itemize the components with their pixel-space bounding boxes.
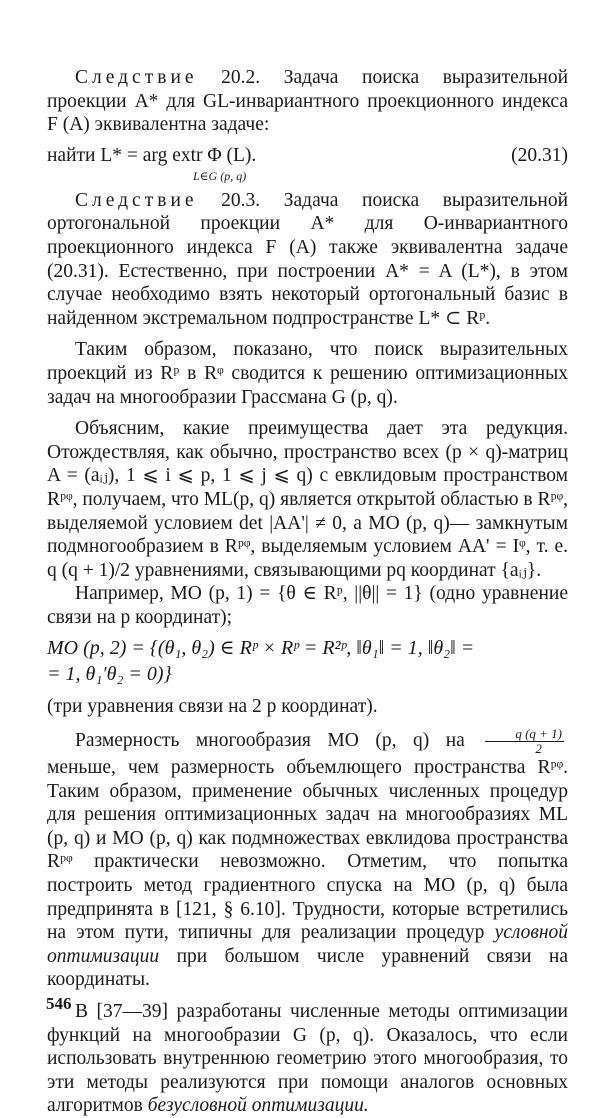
corollary-text: 20.2. Задача поиска выразительной проекции A* для GL-инвариантного проекционного индекса F (A) эквивалентна задаче: xyxy=(47,67,568,136)
paragraph-constraints: (три уравнения связи на 2 p координат). xyxy=(47,696,378,718)
paragraph-reduction: Объясним, какие преимущества дает эта редукция. Отождествляя, как обычно, пространство всех (p × q)-матриц A = (aᵢⱼ), 1 ⩽ i ⩽ p, 1 ⩽ j ⩽ q) с евклидовым пространством Rᵖᵠ, получаем, что ML(p, q) является открытой областью в Rᵖᵠ, выделяемой условием det |AA'| ≠ 0, а MO (p, q)— замкнутым подмногообразием в Rᵖᵠ, выделяемым условием AA' = Iᵠ, т. е. q (q + 1)/2 уравнениями, связывающими pq координат {aᵢⱼ}. xyxy=(47,418,568,581)
dimension-start: Размерность многообразия MO (p, q) на xyxy=(75,730,465,752)
corollary-20-2 xyxy=(47,66,568,137)
dimension-end: меньше, чем размерность объемлющего пространства Rᵖᵠ. Таким образом, применение обычных численных процедур для решения оптимизационных задач на многообразиях ML (p, q) и MO (p, q) как подмножествах евклидова пространства Rᵖᵠ практически невозможно. Отметим, что попытка построить метод градиентного спуска на MO (p, q) была предпринята в [121, § 6.10]. Трудности, которые встретились на этом пути, типичны для реализации процедур xyxy=(47,757,568,944)
corollary-label: Следствие xyxy=(75,67,198,88)
corollary-label: Следствие xyxy=(75,189,198,211)
formula-lhs: найти L* = arg extr Φ (L). xyxy=(47,144,257,166)
fraction-numerator: q (q + 1) xyxy=(485,727,564,742)
formula-number: (20.31) xyxy=(511,144,568,166)
mo-formula xyxy=(47,635,568,687)
corollary-text: 20.3. Задача поиска выразительной ортогональной проекции A* для O-инвариантного проекционного индекса F (A) также эквивалентна задаче (20.31). Естественно, при построении A* = A (L*), в этом случае необходимо взять некоторый ортогональный базис в найденном экстремальном подпространстве L* ⊂ Rᵖ. xyxy=(47,189,568,329)
paragraph-methods xyxy=(47,1000,568,1118)
corollary-20-3 xyxy=(47,189,568,331)
paragraph-dimension xyxy=(47,727,568,992)
italic-term: безусловной оптимизации. xyxy=(147,1095,369,1117)
mo-formula-line-2: = 1, θ₁′θ₂ = 0)} xyxy=(47,663,172,686)
fraction xyxy=(485,727,564,756)
paragraph-example: Например, MO (p, 1) = {θ ∈ Rᵖ, ||θ|| = 1} (одно уравнение связи на p координат); xyxy=(47,583,568,628)
dimension-tail: при большом числе уравнений связи на координаты. xyxy=(47,945,568,991)
page-number: 546 xyxy=(46,994,72,1013)
paragraph-summary: Таким образом, показано, что поиск выразительных проекций из Rᵖ в Rᵠ сводится к решению оптимизационных задач на многообразии Грассмана G (p, q). xyxy=(47,339,568,408)
mo-formula-line-1: MO (p, 2) = {(θ₁, θ₂) ∈ Rᵖ × Rᵖ = R²ᵖ, ‖θ₁‖ = 1, ‖θ₂‖ = xyxy=(47,637,475,660)
formula-subscript: L∈G (p, q) xyxy=(193,168,247,183)
fraction-denominator: 2 xyxy=(535,741,542,757)
italic-term: условной оптимизации xyxy=(47,922,569,967)
formula-20-31 xyxy=(47,137,568,181)
methods-start: В [37—39] разработаны численные методы оптимизации функций на многообразии G (p, q). Оказалось, что если использовать внутреннюю геометрию этого многообразия, то эти методы реализуются при помощи аналогов основных алгоритмов xyxy=(47,1001,568,1117)
